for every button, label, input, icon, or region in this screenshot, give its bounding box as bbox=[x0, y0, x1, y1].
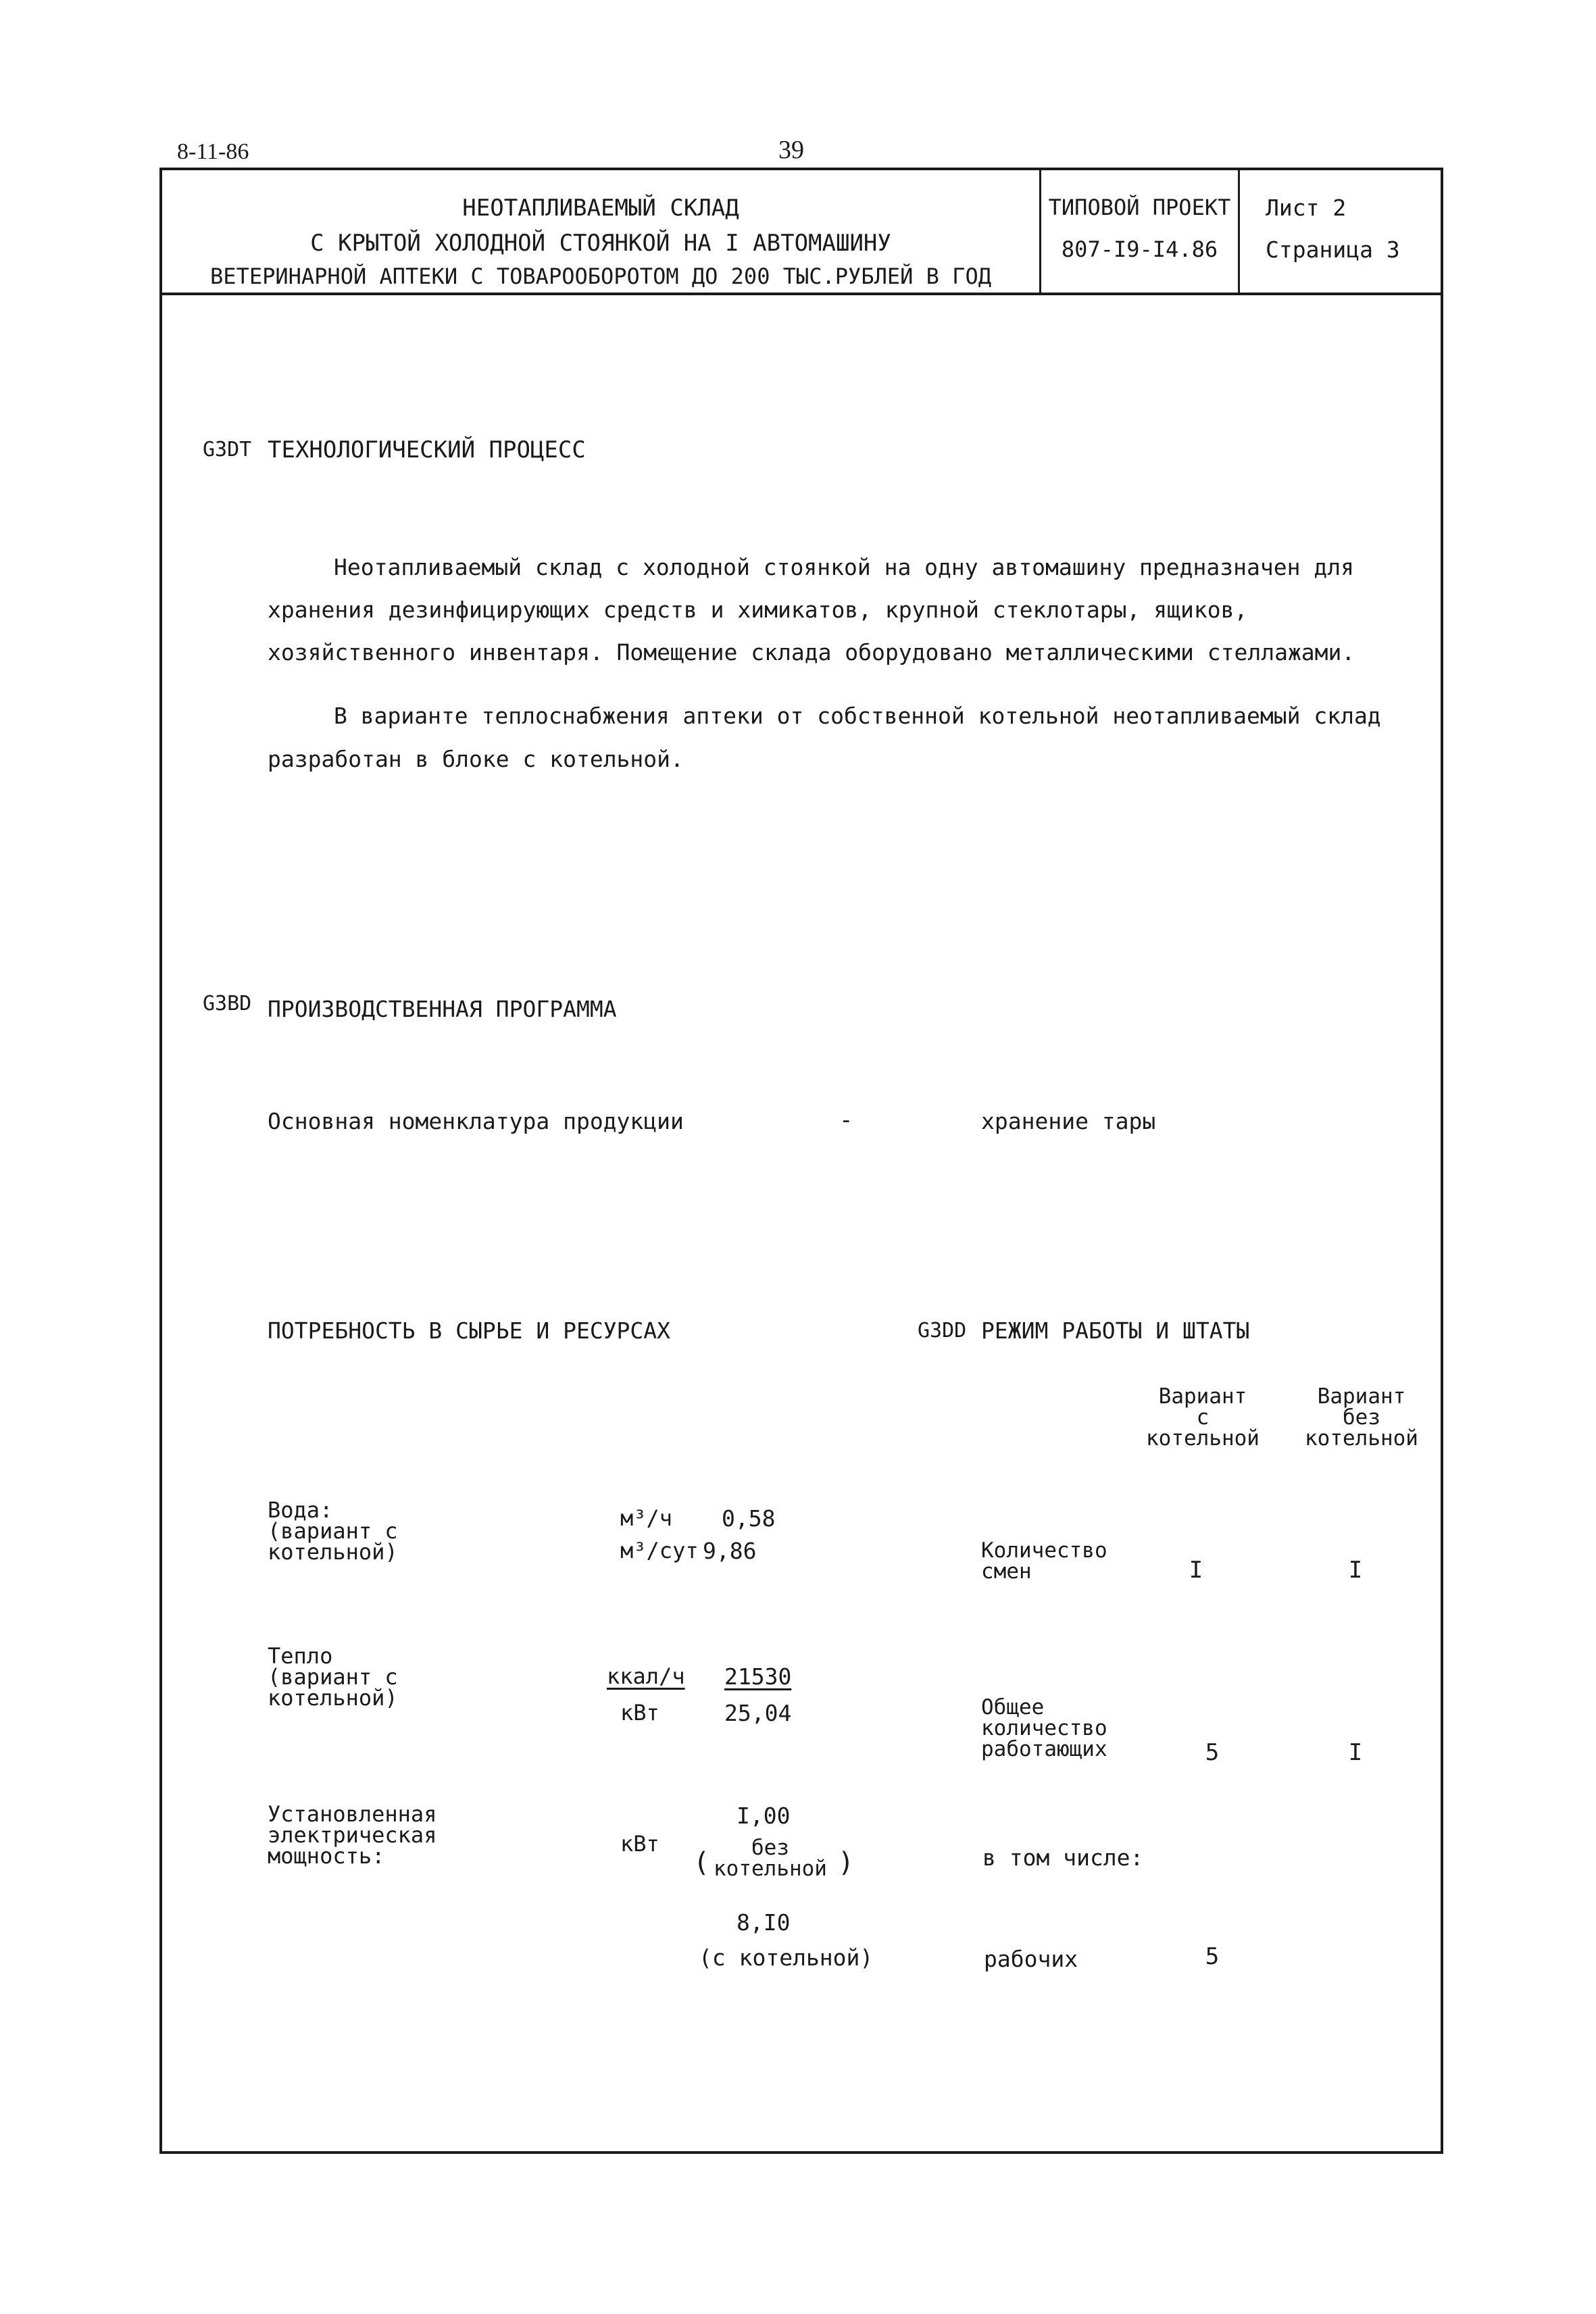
water-value-hour: 0,58 bbox=[722, 1505, 776, 1532]
section-heading: ПРОИЗВОДСТВЕННАЯ ПРОГРАММА bbox=[268, 996, 617, 1022]
project-number: 807-I9-I4.86 bbox=[1061, 236, 1218, 262]
document-code: 8-11-86 bbox=[177, 139, 249, 164]
heat-value-kw: 25,04 bbox=[724, 1700, 792, 1726]
power-value-with-boiler: 8,I0 bbox=[737, 1909, 791, 1936]
workers-with-boiler: 5 bbox=[1205, 1943, 1220, 1970]
row-including-label: в том числе: bbox=[982, 1844, 1144, 1871]
nomenclature-label: Основная номенклатура продукции bbox=[268, 1108, 684, 1134]
total-workers-with-boiler: 5 bbox=[1205, 1739, 1220, 1766]
row-shifts-label: Количество смен bbox=[981, 1538, 1107, 1584]
project-label: ТИПОВОЙ ПРОЕКТ bbox=[1048, 195, 1231, 220]
section-code: G3DT bbox=[203, 438, 252, 461]
title-line-2: С КРЫТОЙ ХОЛОДНОЙ СТОЯНКОЙ НА I АВТОМАШИНУ bbox=[310, 230, 891, 257]
power-value-without-boiler: I,00 bbox=[737, 1803, 791, 1829]
page-number: 39 bbox=[778, 136, 804, 164]
water-label: Вода: (вариант с котельной) bbox=[268, 1497, 398, 1565]
power-unit: кВт bbox=[620, 1831, 659, 1857]
heat-unit-kw: кВт bbox=[620, 1700, 659, 1726]
water-unit-day: м³/сут bbox=[620, 1538, 699, 1563]
staff-heading: РЕЖИМ РАБОТЫ И ШТАТЫ bbox=[981, 1317, 1250, 1344]
column-header-with-boiler: Вариант с котельной bbox=[1146, 1384, 1260, 1451]
total-workers-without-boiler: I bbox=[1348, 1739, 1363, 1766]
paren-close: ) bbox=[838, 1847, 855, 1878]
power-note-without-boiler: без котельной bbox=[714, 1836, 827, 1881]
title-line-3: ВЕТЕРИНАРНОЙ АПТЕКИ С ТОВАРООБОРОТОМ ДО 200 ТЫС.РУБЛЕЙ В ГОД bbox=[210, 263, 991, 289]
title-line-1: НЕОТАПЛИВАЕМЫЙ СКЛАД bbox=[462, 195, 739, 222]
section-code: G3BD bbox=[203, 992, 252, 1015]
heat-label: Тепло (вариант с котельной) bbox=[268, 1643, 398, 1711]
page-label: Страница 3 bbox=[1266, 236, 1400, 263]
heat-unit-kcal: ккал/ч bbox=[607, 1663, 685, 1689]
water-value-day: 9,86 bbox=[703, 1538, 757, 1564]
section-heading: ТЕХНОЛОГИЧЕСКИЙ ПРОЦЕСС bbox=[268, 436, 586, 463]
power-label: Установленная электрическая мощность: bbox=[268, 1801, 437, 1869]
resources-heading: ПОТРЕБНОСТЬ В СЫРЬЕ И РЕСУРСАХ bbox=[268, 1317, 671, 1344]
sheet-number: Лист 2 bbox=[1266, 195, 1347, 221]
heat-value-kcal: 21530 bbox=[724, 1663, 792, 1690]
shifts-without-boiler: I bbox=[1348, 1557, 1363, 1584]
paragraph-line: В варианте теплоснабжения аптеки от собственной котельной неотапливаемый склад bbox=[334, 703, 1381, 729]
paragraph-line: хозяйственного инвентаря. Помещение склада оборудовано металлическими стеллажами. bbox=[268, 639, 1355, 665]
power-note-with-boiler: (с котельной) bbox=[699, 1944, 874, 1971]
row-workers-label: рабочих bbox=[984, 1946, 1078, 1972]
column-header-without-boiler: Вариант без котельной bbox=[1305, 1384, 1418, 1451]
paren-open: ( bbox=[693, 1847, 710, 1878]
shifts-with-boiler: I bbox=[1189, 1557, 1203, 1584]
water-unit-hour: м³/ч bbox=[620, 1505, 673, 1531]
dash: - bbox=[839, 1107, 853, 1134]
nomenclature-value: хранение тары bbox=[981, 1108, 1156, 1134]
section-code: G3DD bbox=[918, 1319, 967, 1342]
paragraph-line: разработан в блоке с котельной. bbox=[268, 746, 684, 772]
row-total-workers-label: Общее количество работающих bbox=[981, 1695, 1107, 1761]
paragraph-line: хранения дезинфицирующих средств и химикатов, крупной стеклотары, ящиков, bbox=[268, 597, 1248, 623]
paragraph-line: Неотапливаемый склад с холодной стоянкой на одну автомашину предназначен для bbox=[334, 554, 1354, 580]
